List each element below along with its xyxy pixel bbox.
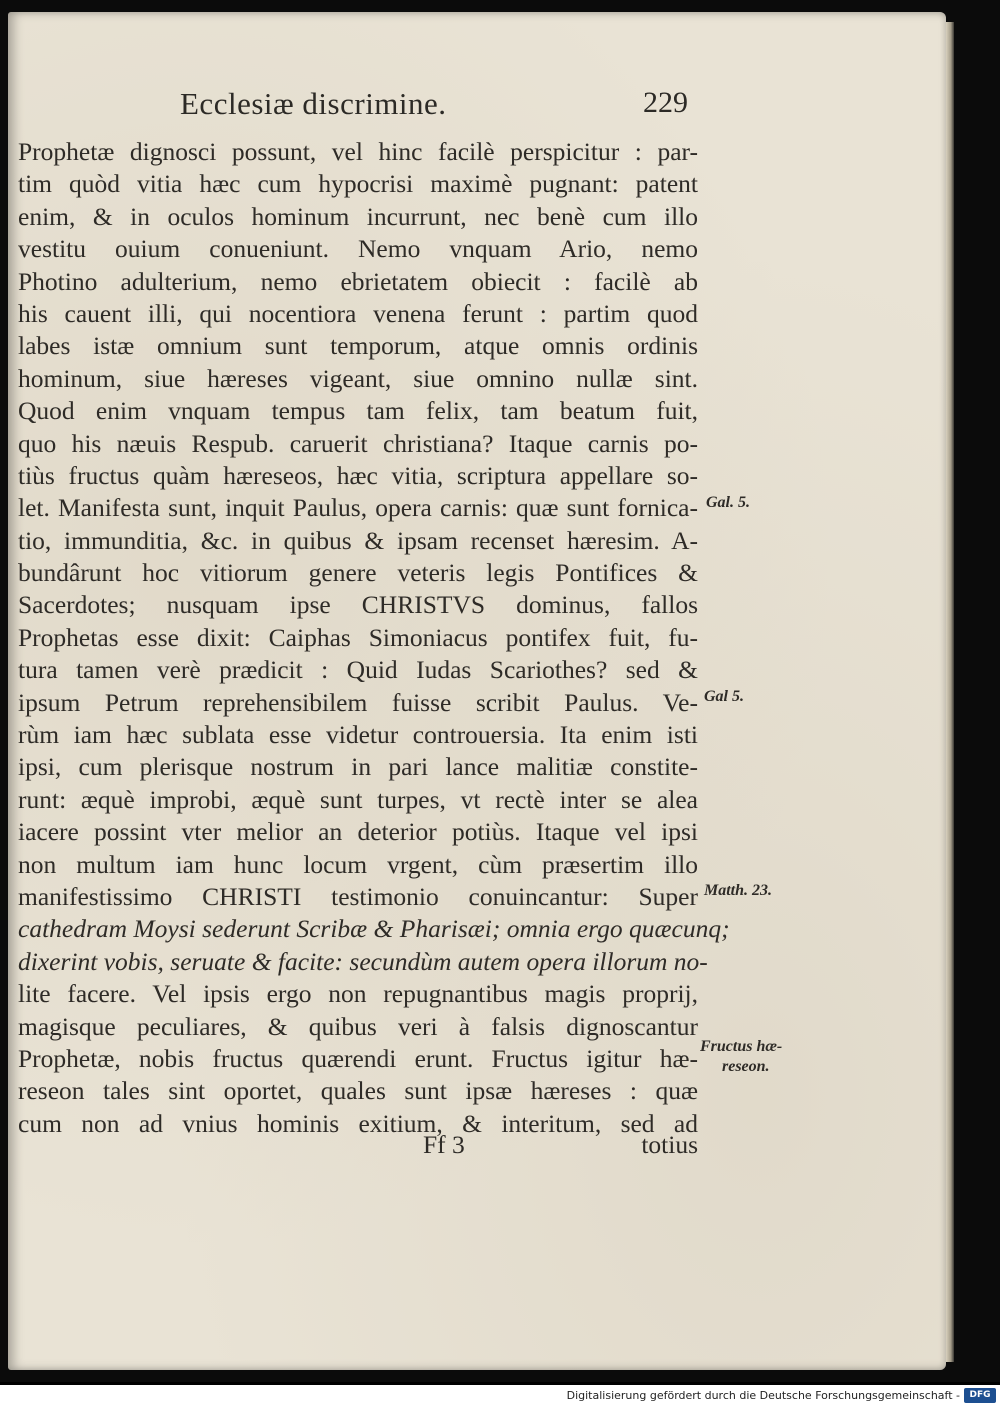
text-line: Prophetæ, nobis fructus quærendi erunt. Fructus igitur hæ- (18, 1043, 698, 1073)
marginal-note: reseon. (722, 1058, 770, 1075)
text-line: lite facere. Vel ipsis ergo non repugnantibus magis proprij, (18, 979, 698, 1009)
text-line: his cauent illi, qui nocentiora venena ferunt : partim quod (18, 298, 698, 328)
signature-mark: Ff 3 (423, 1130, 465, 1159)
text-line: Photino adulterium, nemo ebrietatem obiecit : facilè ab (18, 266, 698, 296)
text-line: cathedram Moysi sederunt Scribæ & Pharisæi; omnia ergo quæcunq; (18, 914, 730, 944)
running-head (180, 86, 700, 130)
text-line: Prophetas esse dixit: Caiphas Simoniacus pontifex fuit, fu- (18, 622, 698, 652)
text-line: tiùs fructus quàm hæreseos, hæc vitia, scriptura appellare so- (18, 460, 698, 490)
page-edge (946, 22, 954, 1362)
text-line: Quod enim vnquam tempus tam felix, tam beatum fuit, (18, 396, 698, 426)
text-line: Prophetæ dignosci possunt, vel hinc facilè perspicitur : par- (18, 137, 698, 166)
text-line: reseon tales sint oportet, quales sunt ipsæ hæreses : quæ (18, 1076, 698, 1106)
marginal-note: Gal 5. (704, 688, 744, 705)
credit-bar (0, 1385, 1000, 1408)
text-line: enim, & in oculos hominum incurrunt, nec benè cum illo (18, 201, 698, 231)
text-line: ipsum Petrum reprehensibilem fuisse scribit Paulus. Ve- (18, 687, 698, 717)
text-line: magisque peculiares, & quibus veri à falsis dignoscantur (18, 1011, 698, 1041)
marginal-note: Matth. 23. (704, 882, 773, 899)
marginal-note: Gal. 5. (706, 494, 750, 511)
text-line: dixerint vobis, seruate & facite: secundùm autem opera illorum no- (18, 946, 708, 976)
page-footer (18, 1130, 698, 1162)
text-line: non multum iam hunc locum vrgent, cùm præsertim illo (18, 849, 698, 879)
text-line: rùm iam hæc sublata esse videtur controuersia. Ita enim isti (18, 720, 698, 750)
text-line: tio, immunditia, &c. in quibus & ipsam recenset hæresim. A- (18, 525, 698, 555)
text-line: hominum, siue hæreses vigeant, siue omnino nullæ sint. (18, 363, 698, 393)
text-line: manifestissimo CHRISTI testimonio conuincantur: Super (18, 881, 698, 911)
marginal-note: Fructus hæ- (700, 1038, 783, 1055)
text-line: tura tamen verè prædicit : Quid Iudas Scariothes? sed & (18, 655, 698, 685)
credit-text: Digitalisierung gefördert durch die Deutsche Forschungsgemeinschaft - (566, 1389, 960, 1402)
text-line: Sacerdotes; nusquam ipse CHRISTVS dominus, fallos (18, 590, 698, 620)
text-line: ipsi, cum plerisque nostrum in pari lance malitiæ constite- (18, 752, 698, 782)
text-line: runt: æquè improbi, æquè sunt turpes, vt rectè inter se alea (18, 784, 698, 814)
text-line: quo his næuis Respub. caruerit christiana? Itaque carnis po- (18, 428, 698, 458)
dfg-logo: DFG (964, 1388, 996, 1403)
page-number: 229 (643, 86, 688, 119)
running-title: Ecclesiæ discrimine. (180, 86, 447, 121)
text-line: vestitu ouium conueniunt. Nemo vnquam Ario, nemo (18, 234, 698, 264)
text-line: labes istæ omnium sunt temporum, atque omnis ordinis (18, 331, 698, 361)
text-line: iacere possint vter melior an deterior potiùs. Itaque vel ipsi (18, 817, 698, 847)
text-line: bundârunt hoc vitiorum genere veteris legis Pontifices & (18, 558, 698, 588)
text-line: cum non ad vnius hominis exitium, & interitum, sed ad (18, 1108, 698, 1138)
catchword: totius (641, 1130, 698, 1159)
text-line: let. Manifesta sunt, inquit Paulus, opera carnis: quæ sunt fornica- (18, 493, 698, 523)
text-line: tim quòd vitia hæc cum hypocrisi maximè pugnant: patent (18, 169, 698, 199)
